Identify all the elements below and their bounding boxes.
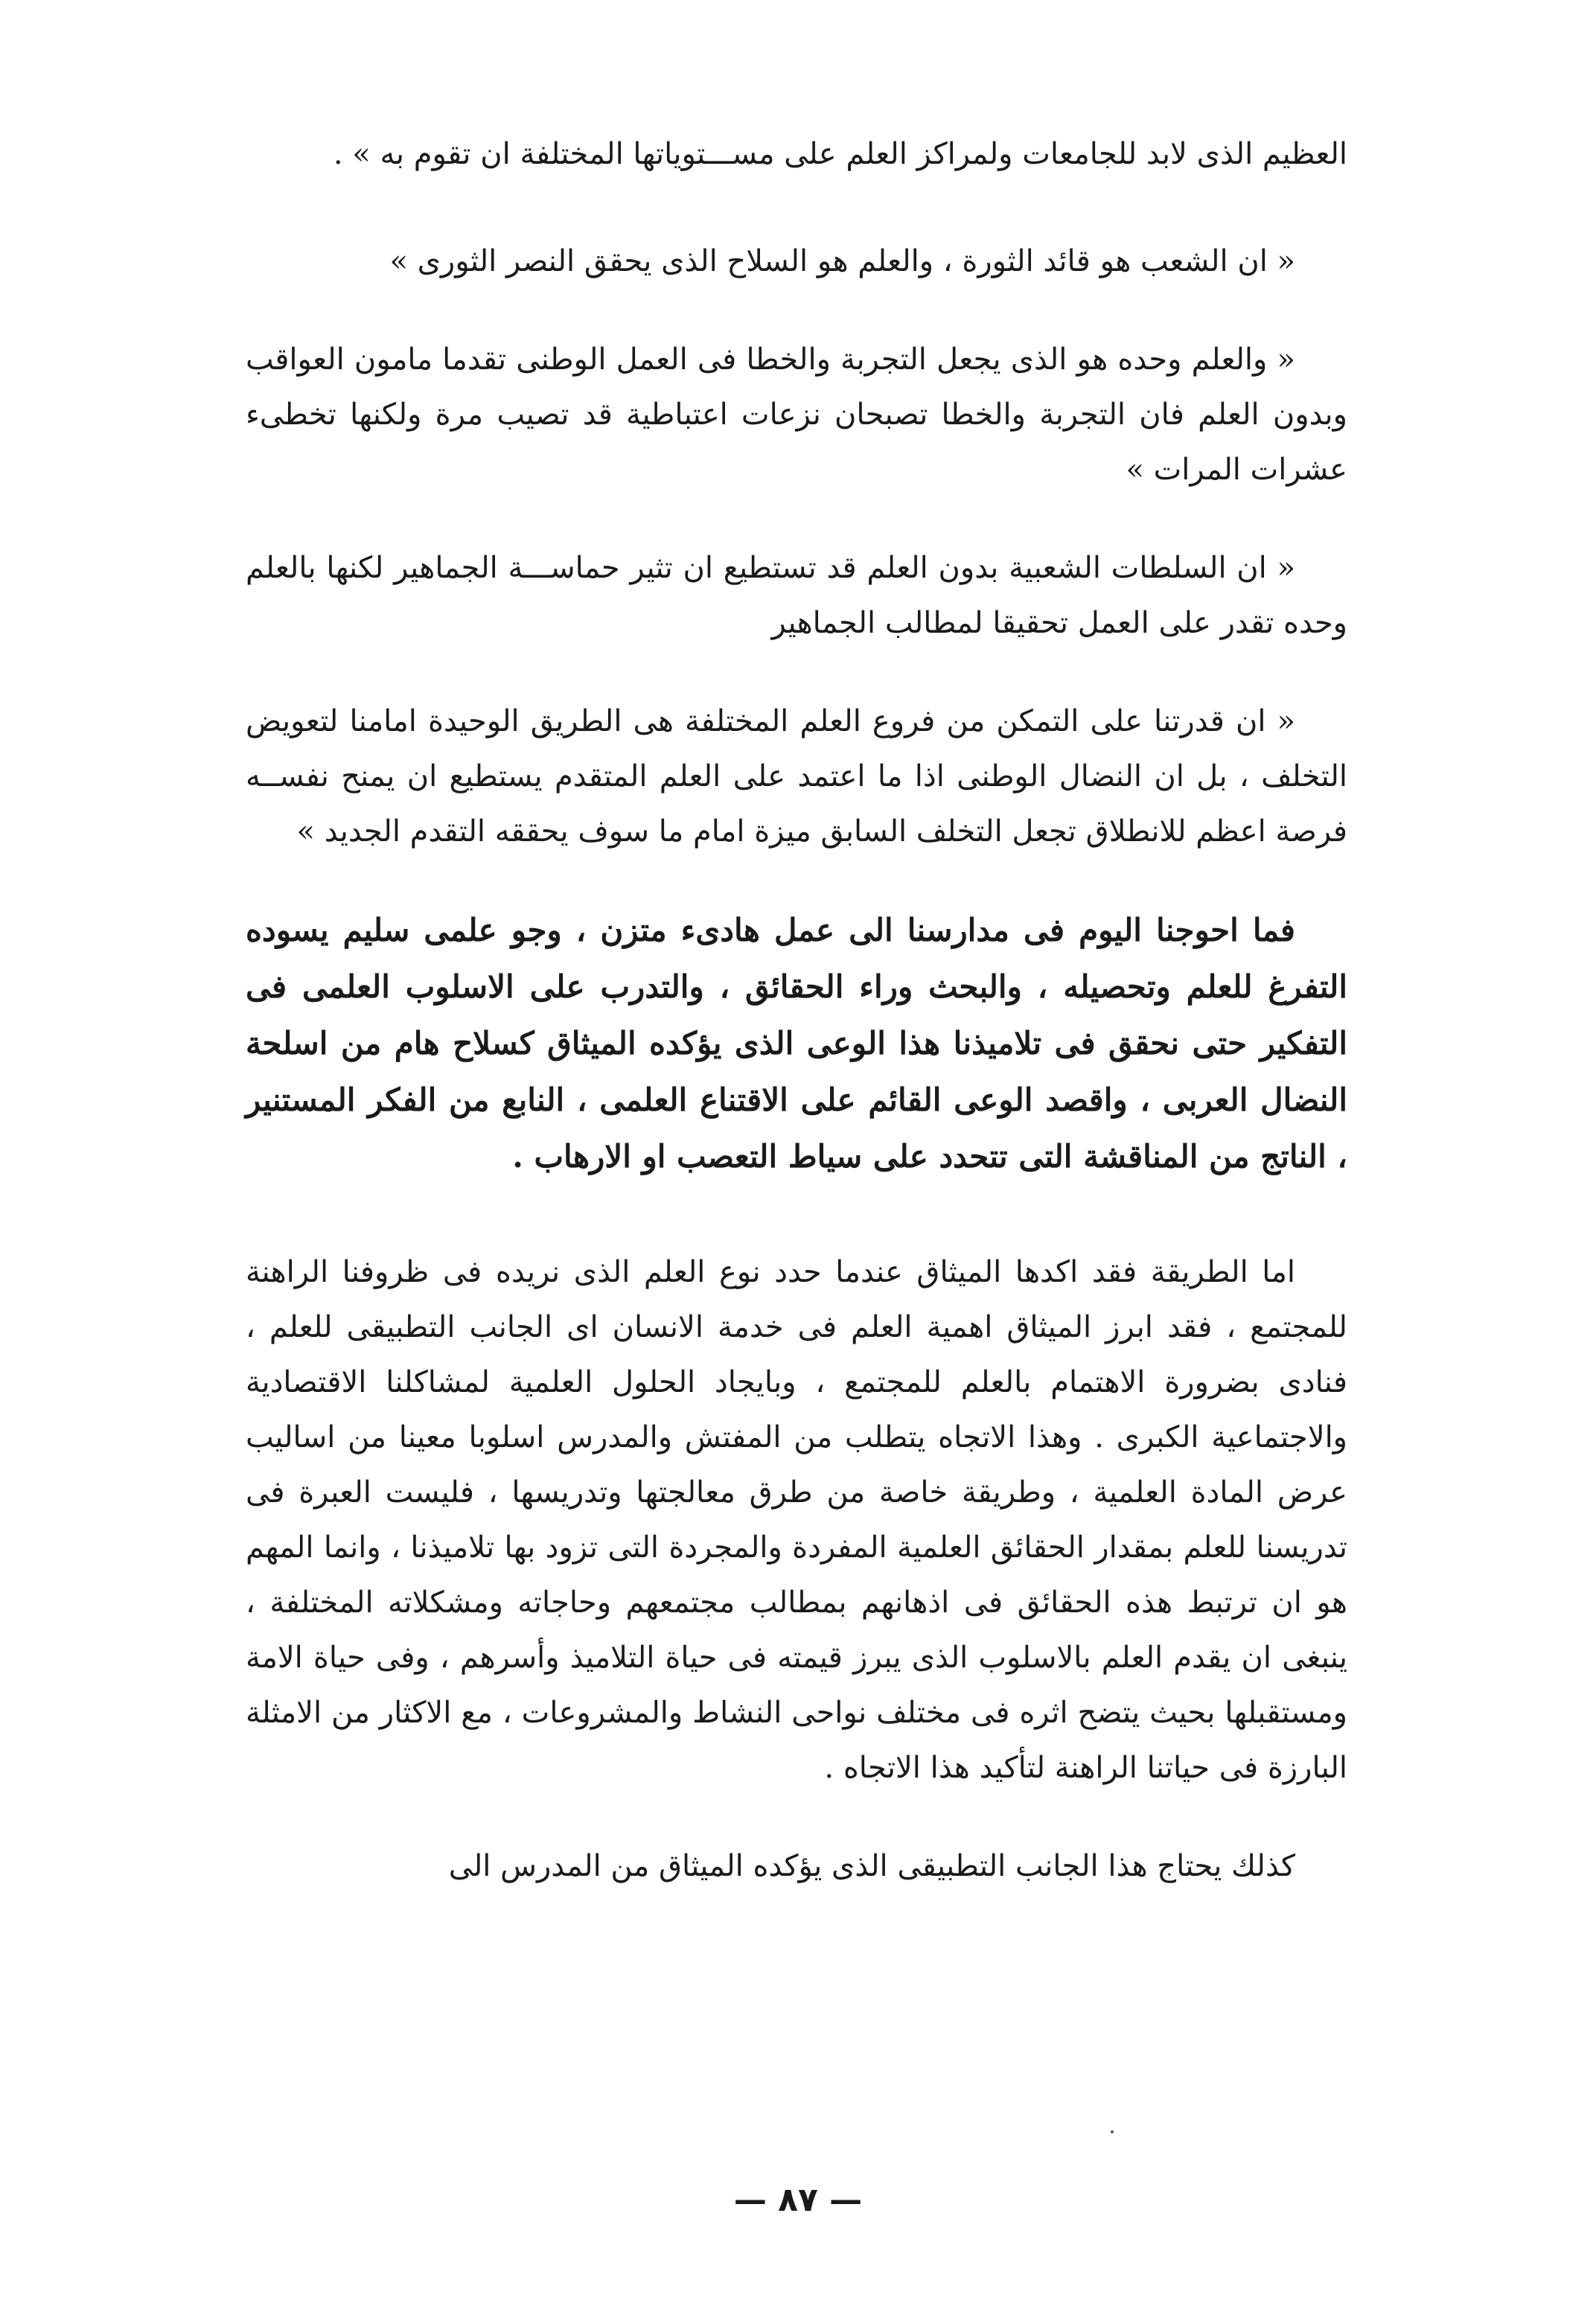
paragraph-5: « ان قدرتنا على التمكن من فروع العلم المختلفة هى الطريق الوحيدة امامنا لتعويض التخلف ، بل ان النضال الوطنى اذا ما اعتمد على العلم المتقدم يستطيع ان يمنح نفســه فرصة اعظم للانطلاق تجعل التخلف السابق ميزة امام ما سوف يحققه التقدم الجديد » <box>246 704 1347 849</box>
paragraph-4: « ان السلطات الشعبية بدون العلم قد تستطيع ان تثير حماســـة الجماهير لكنها بالعلم وحده تقدر على العمل تحقيقا لمطالب الجماهير <box>246 551 1347 640</box>
paragraph-2: « ان الشعب هو قائد الثورة ، والعلم هو السلاح الذى يحقق النصر الثورى » <box>389 244 1295 278</box>
paragraph-6-bold: فما احوجنا اليوم فى مدارسنا الى عمل هادىء متزن ، وجو علمى سليم يسوده التفرغ للعلم وتحصيله ، والبحث وراء الحقائق ، والتدرب على الاسلوب العلمى فى التفكير حتى نحقق فى تلاميذنا هذا الوعى الذى يؤكده الميثاق كسلاح هام من اسلحة النضال العربى ، واقصد الوعى القائم على الاقتناع العلمى ، النابع من الفكر المستنير ، الناتج من المناقشة التى تتحدد على سياط التعصب او الارهاب . <box>246 912 1347 1175</box>
print-speck <box>1111 2130 1114 2133</box>
paragraph-7: اما الطريقة فقد اكدها الميثاق عندما حدد نوع العلم الذى نريده فى ظروفنا الراهنة للمجتمع ، فقد ابرز الميثاق اهمية العلم فى خدمة الانسان اى الجانب التطبيقى للعلم ، فنادى بضرورة الاهتمام بالعلم للمجتمع ، وبايجاد الحلول العلمية لمشاكلنا الاقتصادية والاجتماعية الكبرى . وهذا الاتجاه يتطلب من المفتش والمدرس اسلوبا معينا من اساليب عرض المادة العلمية ، وطريقة خاصة من طرق معالجتها وتدريسها ، فليست العبرة فى تدريسنا للعلم بمقدار الحقائق العلمية المفردة والمجردة التى تزود بها تلاميذنا ، وانما المهم هو ان ترتبط هذه الحقائق فى اذهانهم بمطالب مجتمعهم وحاجاته ومشكلاته المختلفة ، ينبغى ان يقدم العلم بالاسلوب الذى يبرز قيمته فى حياة التلاميذ وأسرهم ، وفى حياة الامة ومستقبلها بحيث يتضح اثره فى مختلف نواحى النشاط والمشروعات ، مع الاكثار من الامثلة البارزة فى حياتنا الراهنة لتأكيد هذا الاتجاه . <box>246 1255 1347 1785</box>
paragraph-1: العظيم الذى لابد للجامعات ولمراكز العلم على مســـتوياتها المختلفة ان تقوم به » . <box>333 137 1347 171</box>
page-number: — ٨٧ — <box>733 2181 863 2219</box>
paragraph-3: « والعلم وحده هو الذى يجعل التجربة والخطا فى العمل الوطنى تقدما مامون العواقب وبدون العلم فان التجربة والخطا تصبحان نزعات اعتباطية قد تصيب مرة ولكنها تخطىء عشرات المرات » <box>246 342 1347 487</box>
paragraph-8: كذلك يحتاج هذا الجانب التطبيقى الذى يؤكده الميثاق من المدرس الى <box>448 1849 1295 1883</box>
document-body <box>246 127 1347 1894</box>
